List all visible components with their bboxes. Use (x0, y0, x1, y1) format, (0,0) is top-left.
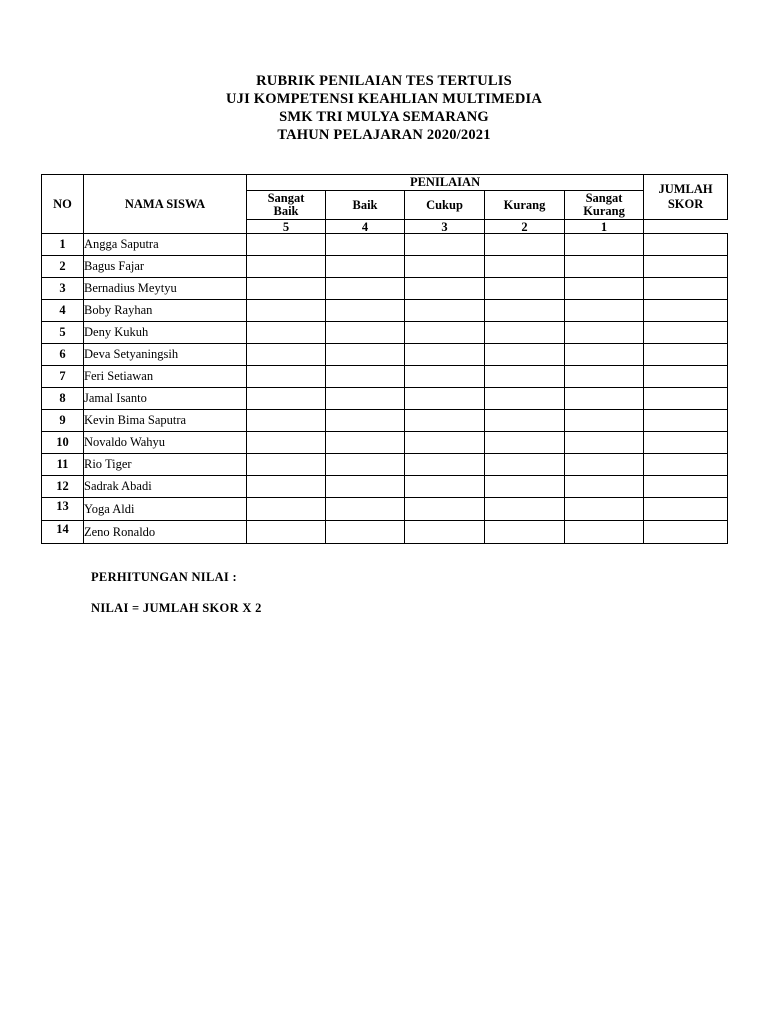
score-cell[interactable] (326, 234, 405, 256)
table-row (42, 344, 728, 366)
total-cell[interactable] (644, 521, 728, 544)
title-line-2: UJI KOMPETENSI KEAHLIAN MULTIMEDIA (225, 91, 543, 107)
student-name: Deva Setyaningsih (84, 344, 247, 366)
score-cell[interactable] (565, 476, 644, 498)
student-name: Kevin Bima Saputra (84, 410, 247, 432)
header-score-4: 4 (326, 220, 405, 234)
score-cell[interactable] (247, 432, 326, 454)
score-cell[interactable] (247, 454, 326, 476)
document-title (0, 72, 768, 144)
total-cell[interactable] (644, 344, 728, 366)
student-name: Deny Kukuh (84, 322, 247, 344)
score-cell[interactable] (485, 476, 565, 498)
table-row (42, 454, 728, 476)
level-label-line2: Kurang (583, 204, 625, 218)
title-line-4: TAHUN PELAJARAN 2020/2021 (277, 127, 491, 143)
total-cell[interactable] (644, 278, 728, 300)
row-number: 2 (42, 256, 84, 278)
student-name: Bernadius Meytyu (84, 278, 247, 300)
level-label-line1: Sangat (585, 191, 623, 205)
score-cell[interactable] (405, 256, 485, 278)
table-row (42, 366, 728, 388)
total-cell[interactable] (644, 498, 728, 521)
student-name: Bagus Fajar (84, 256, 247, 278)
header-level-cukup (405, 191, 485, 220)
header-name: NAMA SISWA (84, 175, 247, 234)
score-cell[interactable] (247, 278, 326, 300)
score-cell[interactable] (405, 432, 485, 454)
score-cell[interactable] (326, 410, 405, 432)
rubric-table (41, 174, 728, 544)
total-cell[interactable] (644, 322, 728, 344)
student-name: Yoga Aldi (84, 498, 247, 521)
header-penilaian: PENILAIAN (247, 175, 644, 191)
header-level-sangat-kurang (565, 191, 644, 220)
score-cell[interactable] (326, 388, 405, 410)
score-cell[interactable] (247, 410, 326, 432)
score-cell[interactable] (247, 521, 326, 544)
level-label-line1: Kurang (503, 197, 546, 212)
score-cell[interactable] (485, 256, 565, 278)
score-cell[interactable] (326, 256, 405, 278)
score-cell[interactable] (565, 278, 644, 300)
score-cell[interactable] (565, 432, 644, 454)
total-cell[interactable] (644, 234, 728, 256)
score-cell[interactable] (326, 432, 405, 454)
total-cell[interactable] (644, 432, 728, 454)
score-cell[interactable] (565, 300, 644, 322)
row-number: 7 (42, 366, 84, 388)
score-cell[interactable] (485, 300, 565, 322)
score-cell[interactable] (247, 344, 326, 366)
level-label-line1: Cukup (426, 197, 463, 212)
student-name: Rio Tiger (84, 454, 247, 476)
table-row (42, 300, 728, 322)
score-cell[interactable] (565, 410, 644, 432)
header-score-5: 5 (247, 220, 326, 234)
table-row (42, 476, 728, 498)
score-cell[interactable] (485, 432, 565, 454)
score-cell[interactable] (405, 498, 485, 521)
score-cell[interactable] (565, 388, 644, 410)
table-row (42, 322, 728, 344)
header-level-baik (326, 191, 405, 220)
score-cell[interactable] (247, 256, 326, 278)
score-cell[interactable] (405, 454, 485, 476)
score-cell[interactable] (326, 498, 405, 521)
score-cell[interactable] (485, 344, 565, 366)
score-cell[interactable] (405, 410, 485, 432)
score-cell[interactable] (565, 234, 644, 256)
table-row (42, 432, 728, 454)
title-line-3: SMK TRI MULYA SEMARANG (279, 109, 489, 125)
row-number: 8 (42, 388, 84, 410)
score-cell[interactable] (485, 521, 565, 544)
row-number: 12 (42, 476, 84, 498)
header-no: NO (42, 175, 84, 234)
level-label-line2: Baik (273, 204, 299, 218)
student-name: Boby Rayhan (84, 300, 247, 322)
table-row (42, 498, 728, 521)
score-cell[interactable] (326, 521, 405, 544)
score-cell[interactable] (247, 300, 326, 322)
table-row (42, 410, 728, 432)
total-cell[interactable] (644, 454, 728, 476)
score-cell[interactable] (565, 322, 644, 344)
total-cell[interactable] (644, 256, 728, 278)
score-cell[interactable] (405, 234, 485, 256)
total-cell[interactable] (644, 476, 728, 498)
title-line-1: RUBRIK PENILAIAN TES TERTULIS (256, 73, 512, 89)
score-cell[interactable] (326, 366, 405, 388)
score-cell[interactable] (565, 366, 644, 388)
score-cell[interactable] (565, 454, 644, 476)
score-cell[interactable] (405, 344, 485, 366)
score-cell[interactable] (247, 322, 326, 344)
score-cell[interactable] (247, 388, 326, 410)
header-score-1: 1 (565, 220, 644, 234)
header-score-3: 3 (405, 220, 485, 234)
table-row (42, 521, 728, 544)
score-cell[interactable] (326, 454, 405, 476)
score-cell[interactable] (247, 366, 326, 388)
score-cell[interactable] (485, 322, 565, 344)
score-cell[interactable] (405, 300, 485, 322)
total-cell[interactable] (644, 410, 728, 432)
table-row (42, 388, 728, 410)
score-cell[interactable] (247, 498, 326, 521)
score-cell[interactable] (326, 278, 405, 300)
row-number: 13 (42, 498, 84, 521)
header-jumlah-line2: SKOR (667, 197, 704, 211)
score-cell[interactable] (247, 476, 326, 498)
row-number: 3 (42, 278, 84, 300)
total-cell[interactable] (644, 366, 728, 388)
row-number: 4 (42, 300, 84, 322)
header-score-2: 2 (485, 220, 565, 234)
score-cell[interactable] (247, 234, 326, 256)
student-name: Jamal Isanto (84, 388, 247, 410)
student-name: Angga Saputra (84, 234, 247, 256)
header-jumlah-skor (644, 175, 728, 220)
table-row (42, 256, 728, 278)
score-cell[interactable] (326, 344, 405, 366)
header-level-kurang (485, 191, 565, 220)
row-number: 6 (42, 344, 84, 366)
score-cell[interactable] (485, 498, 565, 521)
calculation-label: PERHITUNGAN NILAI : (91, 570, 237, 584)
row-number: 11 (42, 454, 84, 476)
score-cell[interactable] (485, 366, 565, 388)
header-jumlah-line1: JUMLAH (658, 182, 713, 196)
score-cell[interactable] (326, 322, 405, 344)
header-level-sangat-baik (247, 191, 326, 220)
total-cell[interactable] (644, 388, 728, 410)
score-cell[interactable] (326, 476, 405, 498)
score-cell[interactable] (405, 278, 485, 300)
student-name: Feri Setiawan (84, 366, 247, 388)
score-cell[interactable] (405, 521, 485, 544)
table-row (42, 278, 728, 300)
table-row (42, 234, 728, 256)
student-name: Sadrak Abadi (84, 476, 247, 498)
level-label-line1: Sangat (267, 191, 305, 205)
score-cell[interactable] (485, 454, 565, 476)
score-cell[interactable] (326, 300, 405, 322)
score-cell[interactable] (405, 388, 485, 410)
row-number: 5 (42, 322, 84, 344)
row-number: 9 (42, 410, 84, 432)
score-cell[interactable] (485, 388, 565, 410)
student-name: Novaldo Wahyu (84, 432, 247, 454)
score-cell[interactable] (405, 322, 485, 344)
score-cell[interactable] (485, 234, 565, 256)
score-cell[interactable] (405, 476, 485, 498)
score-cell[interactable] (485, 278, 565, 300)
row-number: 14 (42, 521, 84, 544)
score-cell[interactable] (565, 521, 644, 544)
score-cell[interactable] (565, 498, 644, 521)
row-number: 10 (42, 432, 84, 454)
total-cell[interactable] (644, 300, 728, 322)
student-name: Zeno Ronaldo (84, 521, 247, 544)
score-cell[interactable] (405, 366, 485, 388)
score-cell[interactable] (565, 256, 644, 278)
level-label-line1: Baik (352, 197, 378, 212)
row-number: 1 (42, 234, 84, 256)
calculation-formula: NILAI = JUMLAH SKOR X 2 (91, 601, 262, 615)
score-cell[interactable] (565, 344, 644, 366)
score-cell[interactable] (485, 410, 565, 432)
